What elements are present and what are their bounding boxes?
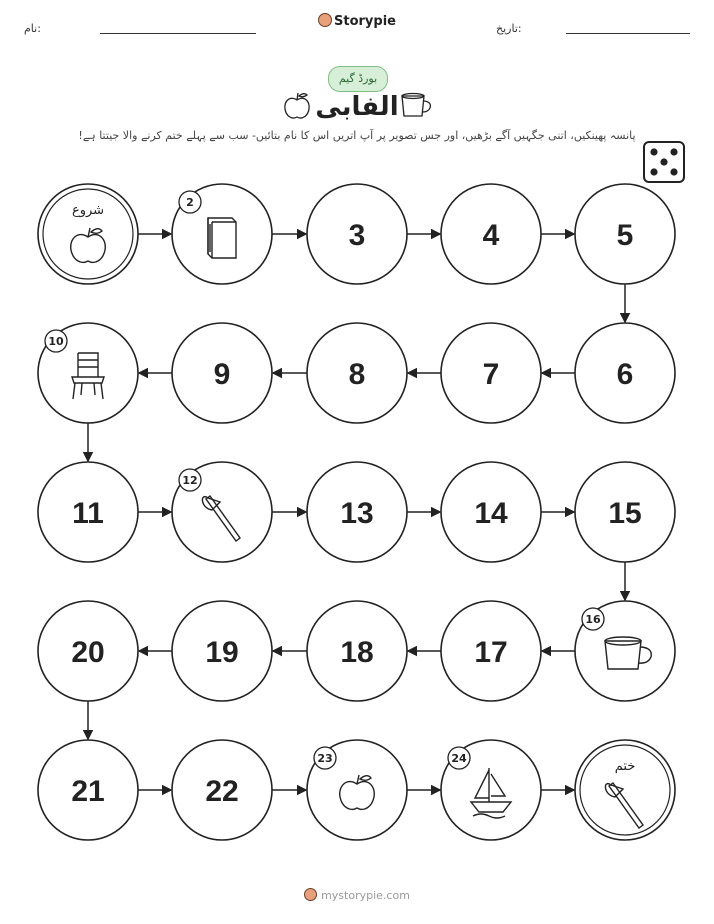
cell-number: 15 <box>608 497 642 530</box>
footer-url: mystorypie.com <box>321 889 410 902</box>
name-label: نام: <box>24 22 41 35</box>
board-cell-15 <box>575 462 675 562</box>
cell-number: 5 <box>616 219 634 252</box>
cell-number: 8 <box>348 358 366 391</box>
cell-number: 6 <box>616 358 634 391</box>
footer <box>0 888 714 902</box>
finish-label: ختم <box>614 759 636 774</box>
game-type-badge: بورڈ گیم <box>328 66 388 92</box>
cell-number: 13 <box>340 497 374 530</box>
dice-icon <box>644 142 684 182</box>
cell-number: 22 <box>205 775 239 808</box>
board-cell-19 <box>172 601 272 701</box>
board-cell-7 <box>441 323 541 423</box>
cell-number: 11 <box>72 497 104 530</box>
board-cell-14 <box>441 462 541 562</box>
cell-number: 19 <box>205 636 239 669</box>
cell-number: 16 <box>585 613 601 626</box>
board-cell-12 <box>172 462 272 562</box>
board-cell-5 <box>575 184 675 284</box>
cell-number: 10 <box>48 335 64 348</box>
board-cell-16 <box>575 601 675 701</box>
instructions: پانسہ پھینکیں، اتنی جگہیں آگے بڑھیں، اور جس تصویر پر آپ اتریں اس کا نام بتائیں- سب سے پہلے ختم کرنے والا جیتتا ہے! <box>78 129 636 142</box>
cup-icon <box>402 94 430 117</box>
board-cell-3 <box>307 184 407 284</box>
board-cell-4 <box>441 184 541 284</box>
cell-number: 18 <box>340 636 374 669</box>
cell-number: 17 <box>474 636 508 669</box>
board-cell-20 <box>38 601 138 701</box>
start-cell <box>38 184 138 284</box>
board-cell-24 <box>441 740 541 840</box>
board-cell-11 <box>38 462 138 562</box>
board-cell-22 <box>172 740 272 840</box>
board-cell-17 <box>441 601 541 701</box>
bear-logo-icon <box>304 888 317 901</box>
finish-cell <box>575 740 675 840</box>
board-cell-9 <box>172 323 272 423</box>
cell-number: 7 <box>482 358 500 391</box>
board-cell-21 <box>38 740 138 840</box>
board-cell-13 <box>307 462 407 562</box>
cell-number: 23 <box>317 752 333 765</box>
cell-number: 12 <box>182 474 198 487</box>
date-label: تاریخ: <box>496 22 522 35</box>
apple-icon <box>285 93 309 118</box>
cell-number: 24 <box>451 752 467 765</box>
page-title: الفابی <box>315 92 399 122</box>
cell-number: 20 <box>71 636 105 669</box>
cell-number: 2 <box>186 196 194 209</box>
cell-number: 21 <box>71 775 105 808</box>
board-cell-2 <box>172 184 272 284</box>
cell-number: 14 <box>474 497 508 530</box>
board-cell-23 <box>307 740 407 840</box>
cell-number: 9 <box>213 358 231 391</box>
board-cell-10 <box>38 323 138 423</box>
cell-number: 4 <box>482 219 500 252</box>
board-cell-8 <box>307 323 407 423</box>
start-label: شروع <box>71 203 105 218</box>
cell-number: 3 <box>348 219 366 252</box>
brand-name: Storypie <box>334 14 396 29</box>
board-cell-18 <box>307 601 407 701</box>
board-cell-6 <box>575 323 675 423</box>
